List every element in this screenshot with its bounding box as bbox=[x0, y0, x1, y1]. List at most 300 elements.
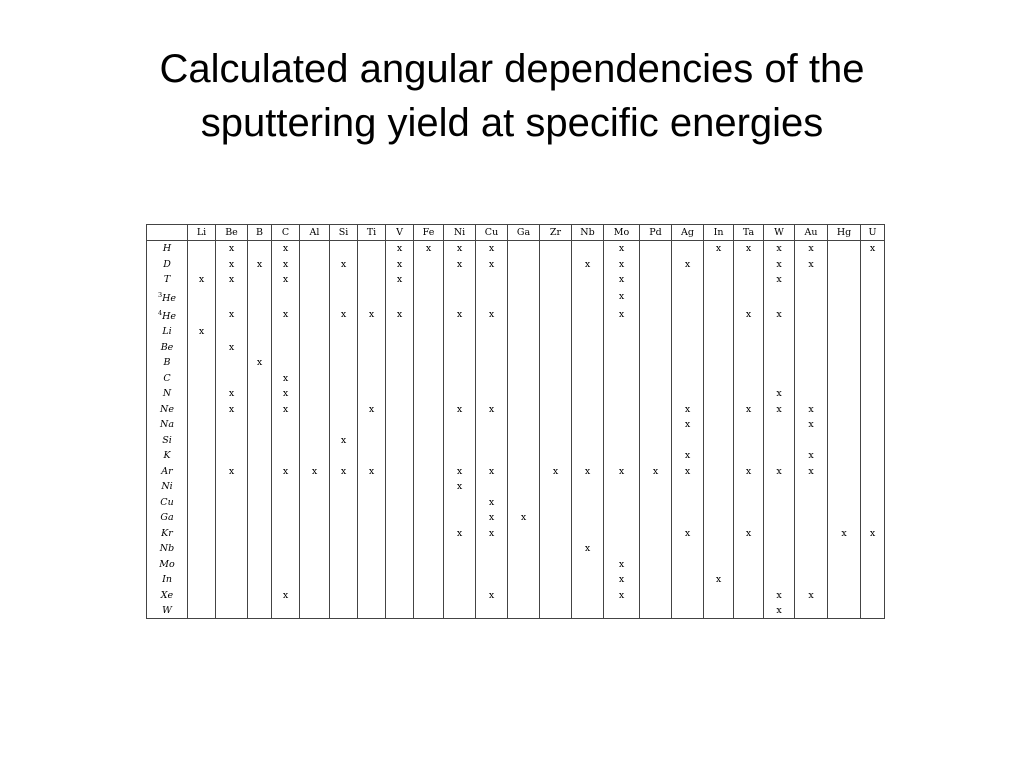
table-cell bbox=[861, 556, 885, 572]
table-cell bbox=[672, 370, 704, 386]
column-header-be: Be bbox=[216, 225, 248, 241]
table-cell bbox=[604, 525, 640, 541]
table-cell bbox=[508, 272, 540, 288]
table-row bbox=[147, 401, 885, 417]
table-cell bbox=[444, 417, 476, 433]
table-cell bbox=[734, 417, 764, 433]
table-cell bbox=[358, 572, 386, 588]
column-header-c: C bbox=[272, 225, 300, 241]
table-cell bbox=[704, 370, 734, 386]
table-cell bbox=[540, 432, 572, 448]
table-cell: x bbox=[248, 257, 272, 273]
table-cell: x bbox=[272, 401, 300, 417]
table-cell: x bbox=[795, 241, 828, 257]
table-cell: x bbox=[764, 257, 795, 273]
table-cell bbox=[828, 603, 861, 619]
table-cell bbox=[300, 355, 330, 371]
table-cell bbox=[300, 417, 330, 433]
table-cell: x bbox=[386, 272, 414, 288]
table-cell bbox=[764, 541, 795, 557]
table-cell bbox=[300, 479, 330, 495]
table-cell: x bbox=[672, 257, 704, 273]
table-cell bbox=[248, 417, 272, 433]
table-cell: x bbox=[386, 241, 414, 257]
table-cell bbox=[540, 572, 572, 588]
table-cell: x bbox=[734, 306, 764, 324]
table-cell bbox=[861, 386, 885, 402]
table-cell bbox=[358, 494, 386, 510]
table-cell bbox=[444, 432, 476, 448]
table-cell bbox=[216, 541, 248, 557]
table-cell: x bbox=[672, 525, 704, 541]
table-cell bbox=[828, 355, 861, 371]
table-cell bbox=[414, 386, 444, 402]
table-cell bbox=[248, 572, 272, 588]
table-cell bbox=[572, 417, 604, 433]
column-header-ta: Ta bbox=[734, 225, 764, 241]
table-cell bbox=[300, 272, 330, 288]
table-cell bbox=[764, 355, 795, 371]
table-cell bbox=[358, 510, 386, 526]
table-cell bbox=[444, 494, 476, 510]
table-cell bbox=[188, 510, 216, 526]
row-label-h bbox=[147, 241, 188, 257]
table-cell: x bbox=[861, 525, 885, 541]
table-cell bbox=[330, 272, 358, 288]
table-cell bbox=[444, 556, 476, 572]
table-cell bbox=[795, 306, 828, 324]
table-cell bbox=[216, 479, 248, 495]
table-cell: x bbox=[704, 241, 734, 257]
table-cell bbox=[861, 603, 885, 619]
column-header-fe: Fe bbox=[414, 225, 444, 241]
table-cell bbox=[704, 339, 734, 355]
table-cell bbox=[358, 448, 386, 464]
table-cell bbox=[330, 510, 358, 526]
column-header-ni: Ni bbox=[444, 225, 476, 241]
table-cell bbox=[704, 463, 734, 479]
table-cell bbox=[795, 386, 828, 402]
table-cell bbox=[444, 386, 476, 402]
table-cell: x bbox=[734, 525, 764, 541]
table-cell bbox=[640, 432, 672, 448]
table-cell bbox=[795, 541, 828, 557]
table-cell bbox=[640, 370, 672, 386]
table-cell bbox=[704, 479, 734, 495]
row-label-si bbox=[147, 432, 188, 448]
table-cell: x bbox=[330, 306, 358, 324]
table-cell bbox=[861, 257, 885, 273]
table-cell: x bbox=[272, 463, 300, 479]
table-cell bbox=[828, 479, 861, 495]
table-cell bbox=[444, 272, 476, 288]
table-row bbox=[147, 257, 885, 273]
table-cell bbox=[540, 448, 572, 464]
table-cell bbox=[764, 339, 795, 355]
table-cell bbox=[828, 241, 861, 257]
table-cell bbox=[188, 306, 216, 324]
table-cell bbox=[572, 525, 604, 541]
table-cell bbox=[861, 339, 885, 355]
table-cell bbox=[358, 587, 386, 603]
table-cell bbox=[672, 541, 704, 557]
table-cell bbox=[704, 541, 734, 557]
table-cell bbox=[828, 288, 861, 306]
column-header-hg: Hg bbox=[828, 225, 861, 241]
table-body bbox=[147, 241, 885, 619]
table-cell bbox=[672, 339, 704, 355]
table-cell bbox=[358, 257, 386, 273]
table-row bbox=[147, 417, 885, 433]
table-cell bbox=[734, 494, 764, 510]
table-cell bbox=[300, 401, 330, 417]
table-cell bbox=[572, 432, 604, 448]
row-label-li bbox=[147, 324, 188, 340]
table-cell: x bbox=[764, 386, 795, 402]
table-cell bbox=[272, 417, 300, 433]
table-cell bbox=[386, 370, 414, 386]
table-cell: x bbox=[672, 463, 704, 479]
table-cell bbox=[248, 510, 272, 526]
table-cell bbox=[861, 541, 885, 557]
table-cell bbox=[216, 510, 248, 526]
table-cell bbox=[861, 370, 885, 386]
row-label-element: Mo bbox=[159, 558, 175, 570]
column-header-al: Al bbox=[300, 225, 330, 241]
table-cell bbox=[272, 448, 300, 464]
table-cell bbox=[216, 587, 248, 603]
table-cell bbox=[640, 572, 672, 588]
table-cell: x bbox=[444, 257, 476, 273]
table-cell bbox=[861, 510, 885, 526]
row-label-k bbox=[147, 448, 188, 464]
table-cell bbox=[272, 355, 300, 371]
table-cell bbox=[672, 355, 704, 371]
table-cell bbox=[508, 355, 540, 371]
table-cell bbox=[216, 572, 248, 588]
table-row bbox=[147, 479, 885, 495]
table-cell bbox=[704, 272, 734, 288]
column-header-ti: Ti bbox=[358, 225, 386, 241]
table-cell bbox=[604, 417, 640, 433]
table-cell bbox=[672, 386, 704, 402]
table-cell bbox=[828, 587, 861, 603]
table-cell bbox=[414, 572, 444, 588]
table-cell: x bbox=[358, 463, 386, 479]
table-cell: x bbox=[216, 306, 248, 324]
table-cell bbox=[672, 603, 704, 619]
table-cell bbox=[540, 339, 572, 355]
table-cell bbox=[358, 370, 386, 386]
table-cell: x bbox=[476, 306, 508, 324]
table-cell bbox=[572, 241, 604, 257]
table-cell bbox=[795, 432, 828, 448]
table-cell: x bbox=[795, 448, 828, 464]
table-cell bbox=[300, 494, 330, 510]
table-cell bbox=[386, 339, 414, 355]
table-cell: x bbox=[444, 241, 476, 257]
table-cell bbox=[540, 324, 572, 340]
table-cell bbox=[508, 432, 540, 448]
table-cell bbox=[540, 556, 572, 572]
table-cell bbox=[248, 541, 272, 557]
table-cell bbox=[358, 386, 386, 402]
table-cell bbox=[508, 556, 540, 572]
table-cell: x bbox=[272, 386, 300, 402]
table-cell bbox=[330, 603, 358, 619]
table-cell bbox=[640, 355, 672, 371]
row-label-element: Xe bbox=[160, 589, 174, 601]
table-cell bbox=[414, 587, 444, 603]
table-cell: x bbox=[764, 463, 795, 479]
table-cell bbox=[704, 401, 734, 417]
table-cell bbox=[414, 417, 444, 433]
table-cell bbox=[330, 479, 358, 495]
row-label-element: Ar bbox=[161, 465, 173, 477]
table-row bbox=[147, 272, 885, 288]
table-cell bbox=[704, 306, 734, 324]
table-cell bbox=[386, 572, 414, 588]
table-cell bbox=[386, 324, 414, 340]
table-cell bbox=[572, 401, 604, 417]
table-cell bbox=[386, 432, 414, 448]
table-cell bbox=[640, 324, 672, 340]
table-cell bbox=[861, 494, 885, 510]
table-cell bbox=[828, 494, 861, 510]
table-cell bbox=[734, 432, 764, 448]
table-cell bbox=[476, 324, 508, 340]
table-cell bbox=[572, 603, 604, 619]
table-cell bbox=[540, 603, 572, 619]
table-cell bbox=[604, 355, 640, 371]
table-cell bbox=[414, 479, 444, 495]
table-cell bbox=[540, 370, 572, 386]
table-cell: x bbox=[476, 587, 508, 603]
table-cell bbox=[188, 288, 216, 306]
table-cell bbox=[330, 241, 358, 257]
table-cell: x bbox=[704, 572, 734, 588]
table-cell bbox=[300, 370, 330, 386]
table-cell bbox=[358, 479, 386, 495]
table-cell: x bbox=[828, 525, 861, 541]
table-cell bbox=[508, 603, 540, 619]
table-cell bbox=[604, 510, 640, 526]
table-row bbox=[147, 525, 885, 541]
table-cell: x bbox=[216, 241, 248, 257]
table-cell bbox=[508, 541, 540, 557]
table-cell bbox=[672, 306, 704, 324]
table-cell bbox=[188, 587, 216, 603]
table-cell bbox=[640, 448, 672, 464]
table-cell: x bbox=[604, 556, 640, 572]
table-cell bbox=[476, 432, 508, 448]
table-cell bbox=[734, 603, 764, 619]
row-label-element: Na bbox=[160, 419, 174, 431]
row-label-element: D bbox=[163, 258, 171, 270]
table-cell bbox=[572, 479, 604, 495]
table-cell bbox=[300, 241, 330, 257]
row-label-ne bbox=[147, 401, 188, 417]
table-cell: x bbox=[795, 417, 828, 433]
title-line-1: Calculated angular dependencies of the bbox=[159, 47, 865, 91]
table-cell bbox=[188, 257, 216, 273]
table-cell bbox=[704, 355, 734, 371]
table-cell bbox=[672, 288, 704, 306]
table-cell bbox=[540, 510, 572, 526]
table-cell: x bbox=[272, 257, 300, 273]
table-cell bbox=[640, 479, 672, 495]
table-cell bbox=[734, 355, 764, 371]
table-cell bbox=[272, 339, 300, 355]
table-cell bbox=[672, 556, 704, 572]
table-cell bbox=[861, 288, 885, 306]
table-header-row bbox=[147, 225, 885, 241]
table-cell bbox=[640, 386, 672, 402]
table-cell bbox=[476, 417, 508, 433]
table-cell bbox=[734, 448, 764, 464]
table-cell: x bbox=[476, 525, 508, 541]
table-cell bbox=[672, 324, 704, 340]
table-cell bbox=[386, 494, 414, 510]
table-cell bbox=[672, 510, 704, 526]
table-cell bbox=[508, 572, 540, 588]
row-label-element: He bbox=[162, 310, 177, 322]
table-cell: x bbox=[604, 587, 640, 603]
table-cell bbox=[444, 603, 476, 619]
table-cell bbox=[476, 339, 508, 355]
table-cell bbox=[476, 556, 508, 572]
table-cell bbox=[188, 556, 216, 572]
table-cell: x bbox=[540, 463, 572, 479]
column-header-li: Li bbox=[188, 225, 216, 241]
table-cell bbox=[414, 355, 444, 371]
table-cell bbox=[358, 525, 386, 541]
table-cell bbox=[861, 324, 885, 340]
table-cell bbox=[640, 510, 672, 526]
table-cell bbox=[828, 257, 861, 273]
column-header-ga: Ga bbox=[508, 225, 540, 241]
table-cell bbox=[386, 355, 414, 371]
row-label-4he bbox=[147, 306, 188, 324]
table-cell bbox=[300, 432, 330, 448]
table-cell bbox=[414, 432, 444, 448]
table-cell: x bbox=[604, 288, 640, 306]
table-cell bbox=[272, 494, 300, 510]
table-cell bbox=[540, 386, 572, 402]
row-label-element: N bbox=[162, 388, 172, 400]
table-cell bbox=[300, 525, 330, 541]
table-cell bbox=[764, 494, 795, 510]
row-label-be bbox=[147, 339, 188, 355]
table-row bbox=[147, 432, 885, 448]
table-cell bbox=[795, 339, 828, 355]
table-cell bbox=[508, 339, 540, 355]
row-label-element: H bbox=[162, 243, 172, 255]
table-cell bbox=[828, 339, 861, 355]
table-cell bbox=[444, 541, 476, 557]
column-header-pd: Pd bbox=[640, 225, 672, 241]
table-cell bbox=[300, 572, 330, 588]
table-cell bbox=[795, 479, 828, 495]
table-cell: x bbox=[216, 401, 248, 417]
row-label-element: Ne bbox=[160, 403, 174, 415]
table-cell bbox=[734, 288, 764, 306]
table-cell bbox=[640, 401, 672, 417]
table-cell bbox=[358, 288, 386, 306]
table-cell: x bbox=[476, 494, 508, 510]
table-cell bbox=[572, 587, 604, 603]
table-cell bbox=[300, 603, 330, 619]
table-cell bbox=[734, 572, 764, 588]
table-cell bbox=[358, 241, 386, 257]
table-cell bbox=[572, 324, 604, 340]
table-cell bbox=[540, 257, 572, 273]
table-cell bbox=[216, 324, 248, 340]
table-cell bbox=[358, 556, 386, 572]
table-cell: x bbox=[476, 241, 508, 257]
table-cell bbox=[734, 479, 764, 495]
table-cell: x bbox=[604, 572, 640, 588]
table-cell bbox=[330, 525, 358, 541]
table-row bbox=[147, 324, 885, 340]
table-cell: x bbox=[476, 463, 508, 479]
sputtering-table-container bbox=[146, 224, 885, 619]
table-cell bbox=[272, 556, 300, 572]
table-cell bbox=[386, 417, 414, 433]
table-cell bbox=[508, 370, 540, 386]
table-cell bbox=[604, 541, 640, 557]
table-cell bbox=[414, 401, 444, 417]
table-cell bbox=[216, 494, 248, 510]
title-line-2: sputtering yield at specific energies bbox=[200, 101, 824, 145]
table-cell: x bbox=[672, 401, 704, 417]
table-row bbox=[147, 448, 885, 464]
table-row bbox=[147, 572, 885, 588]
row-label-b bbox=[147, 355, 188, 371]
table-cell bbox=[330, 587, 358, 603]
table-cell bbox=[540, 272, 572, 288]
table-cell: x bbox=[764, 587, 795, 603]
sputtering-table bbox=[146, 224, 885, 619]
table-cell bbox=[672, 572, 704, 588]
table-cell bbox=[386, 587, 414, 603]
table-cell bbox=[672, 494, 704, 510]
table-cell: x bbox=[764, 603, 795, 619]
table-cell: x bbox=[330, 463, 358, 479]
table-cell bbox=[734, 386, 764, 402]
table-cell bbox=[386, 603, 414, 619]
table-cell: x bbox=[764, 241, 795, 257]
table-cell: x bbox=[604, 241, 640, 257]
table-cell bbox=[444, 587, 476, 603]
table-cell bbox=[248, 479, 272, 495]
table-cell bbox=[188, 432, 216, 448]
table-cell bbox=[358, 541, 386, 557]
table-cell: x bbox=[734, 463, 764, 479]
table-cell bbox=[248, 339, 272, 355]
table-cell: x bbox=[414, 241, 444, 257]
table-cell bbox=[248, 463, 272, 479]
table-cell bbox=[828, 401, 861, 417]
table-cell bbox=[476, 572, 508, 588]
table-cell bbox=[604, 448, 640, 464]
table-cell bbox=[764, 432, 795, 448]
table-cell bbox=[604, 603, 640, 619]
table-cell bbox=[248, 494, 272, 510]
table-cell bbox=[358, 324, 386, 340]
table-corner-cell bbox=[147, 225, 188, 241]
table-cell bbox=[508, 241, 540, 257]
